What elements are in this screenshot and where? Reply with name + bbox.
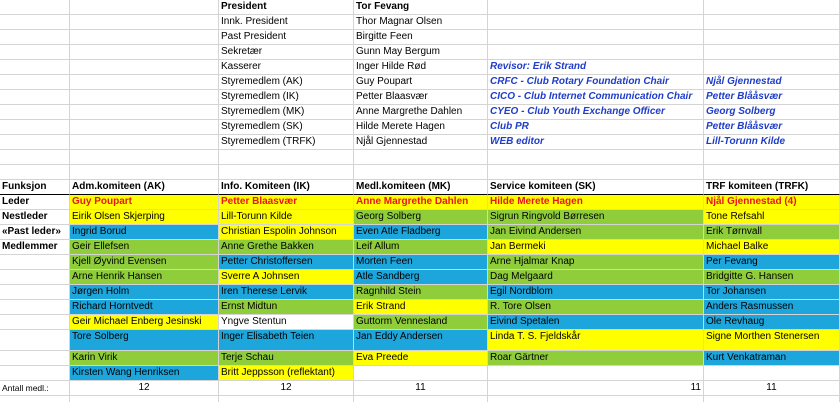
empty-cell[interactable] bbox=[0, 30, 70, 45]
function-label[interactable] bbox=[0, 315, 70, 330]
function-label[interactable] bbox=[0, 300, 70, 315]
member-cell[interactable]: Bridgitte G. Hansen bbox=[704, 270, 840, 285]
empty-cell[interactable] bbox=[488, 396, 704, 402]
member-cell[interactable]: Ragnhild Stein bbox=[354, 285, 488, 300]
member-cell[interactable]: Atle Sandberg bbox=[354, 270, 488, 285]
empty-cell[interactable] bbox=[219, 165, 354, 180]
side-role[interactable]: WEB editor bbox=[488, 135, 704, 150]
member-cell[interactable]: Richard Horntvedt bbox=[70, 300, 219, 315]
empty-cell[interactable] bbox=[488, 150, 704, 165]
empty-cell[interactable] bbox=[70, 45, 219, 60]
board-role[interactable]: Innk. President bbox=[219, 15, 354, 30]
board-name[interactable]: Petter Blaasvær bbox=[354, 90, 488, 105]
member-cell[interactable]: Guy Poupart bbox=[70, 195, 219, 210]
board-name[interactable]: Inger Hilde Rød bbox=[354, 60, 488, 75]
member-cell[interactable]: Leif Allum bbox=[354, 240, 488, 255]
empty-cell[interactable] bbox=[488, 30, 704, 45]
member-count[interactable]: 11 bbox=[704, 381, 840, 396]
member-cell[interactable]: Even Atle Fladberg bbox=[354, 225, 488, 240]
counts-label[interactable]: Antall medl.: bbox=[0, 381, 70, 396]
function-label[interactable] bbox=[0, 255, 70, 270]
empty-cell[interactable] bbox=[70, 165, 219, 180]
member-count[interactable]: 11 bbox=[354, 381, 488, 396]
member-cell[interactable]: Jan Eivind Andersen bbox=[488, 225, 704, 240]
empty-cell[interactable] bbox=[70, 90, 219, 105]
board-name[interactable]: Anne Margrethe Dahlen bbox=[354, 105, 488, 120]
empty-cell[interactable] bbox=[0, 165, 70, 180]
side-role-name[interactable]: Lill-Torunn Kilde bbox=[704, 135, 840, 150]
member-cell[interactable]: Per Fevang bbox=[704, 255, 840, 270]
member-cell[interactable]: Linda T. S. Fjeldskår bbox=[488, 330, 704, 351]
side-role-name[interactable]: Georg Solberg bbox=[704, 105, 840, 120]
committee-header[interactable]: Adm.komiteen (AK) bbox=[70, 180, 219, 195]
committee-header[interactable]: TRF komiteen (TRFK) bbox=[704, 180, 840, 195]
board-role[interactable]: Styremedlem (MK) bbox=[219, 105, 354, 120]
empty-cell[interactable] bbox=[0, 45, 70, 60]
empty-cell[interactable] bbox=[704, 165, 840, 180]
empty-cell[interactable] bbox=[70, 30, 219, 45]
empty-cell[interactable] bbox=[0, 0, 70, 15]
member-cell[interactable]: Anne Margrethe Dahlen bbox=[354, 195, 488, 210]
function-label[interactable] bbox=[0, 330, 70, 351]
member-cell[interactable] bbox=[488, 366, 704, 381]
member-cell[interactable]: Inger Elisabeth Teien bbox=[219, 330, 354, 351]
side-role-name[interactable]: Petter Blååsvær bbox=[704, 90, 840, 105]
empty-cell[interactable] bbox=[70, 15, 219, 30]
member-cell[interactable]: Yngve Stentun bbox=[219, 315, 354, 330]
side-role[interactable]: CICO - Club Internet Communication Chair bbox=[488, 90, 704, 105]
member-cell[interactable]: Lill-Torunn Kilde bbox=[219, 210, 354, 225]
empty-cell[interactable] bbox=[704, 396, 840, 402]
empty-cell[interactable] bbox=[70, 75, 219, 90]
member-cell[interactable]: R. Tore Olsen bbox=[488, 300, 704, 315]
empty-cell[interactable] bbox=[0, 105, 70, 120]
committee-header[interactable]: Service komiteen (SK) bbox=[488, 180, 704, 195]
empty-cell[interactable] bbox=[0, 150, 70, 165]
empty-cell[interactable] bbox=[0, 396, 70, 402]
empty-cell[interactable] bbox=[219, 396, 354, 402]
empty-cell[interactable] bbox=[354, 165, 488, 180]
empty-cell[interactable] bbox=[219, 150, 354, 165]
empty-cell[interactable] bbox=[0, 60, 70, 75]
board-role[interactable]: Styremedlem (AK) bbox=[219, 75, 354, 90]
member-cell[interactable]: Tor Johansen bbox=[704, 285, 840, 300]
empty-cell[interactable] bbox=[70, 120, 219, 135]
function-label[interactable] bbox=[0, 366, 70, 381]
member-count[interactable]: 11 bbox=[488, 381, 704, 396]
member-count[interactable]: 12 bbox=[70, 381, 219, 396]
member-cell[interactable]: Sigrun Ringvold Børresen bbox=[488, 210, 704, 225]
board-name[interactable]: Birgitte Feen bbox=[354, 30, 488, 45]
member-cell[interactable]: Arne Henrik Hansen bbox=[70, 270, 219, 285]
empty-cell[interactable] bbox=[70, 396, 219, 402]
member-cell[interactable]: Arne Hjalmar Knap bbox=[488, 255, 704, 270]
board-name[interactable]: Njål Gjennestad bbox=[354, 135, 488, 150]
board-role[interactable]: Styremedlem (TRFK) bbox=[219, 135, 354, 150]
function-label[interactable]: Nestleder bbox=[0, 210, 70, 225]
member-cell[interactable] bbox=[704, 366, 840, 381]
empty-cell[interactable] bbox=[0, 90, 70, 105]
member-cell[interactable]: Roar Gärtner bbox=[488, 351, 704, 366]
board-role[interactable]: Past President bbox=[219, 30, 354, 45]
board-header-name[interactable]: Tor Fevang bbox=[354, 0, 488, 15]
member-cell[interactable]: Eirik Olsen Skjerping bbox=[70, 210, 219, 225]
member-cell[interactable]: Njål Gjennestad (4) bbox=[704, 195, 840, 210]
empty-cell[interactable] bbox=[70, 135, 219, 150]
empty-cell[interactable] bbox=[0, 135, 70, 150]
member-cell[interactable]: Kirsten Wang Henriksen bbox=[70, 366, 219, 381]
empty-cell[interactable] bbox=[488, 15, 704, 30]
member-cell[interactable]: Anne Grethe Bakken bbox=[219, 240, 354, 255]
function-label[interactable]: Medlemmer bbox=[0, 240, 70, 255]
board-role[interactable]: Styremedlem (IK) bbox=[219, 90, 354, 105]
member-cell[interactable]: Erik Tørnvall bbox=[704, 225, 840, 240]
member-cell[interactable]: Signe Morthen Stenersen bbox=[704, 330, 840, 351]
empty-cell[interactable] bbox=[70, 60, 219, 75]
empty-cell[interactable] bbox=[70, 150, 219, 165]
member-cell[interactable]: Geir Ellefsen bbox=[70, 240, 219, 255]
member-cell[interactable]: Morten Feen bbox=[354, 255, 488, 270]
empty-cell[interactable] bbox=[704, 30, 840, 45]
empty-cell[interactable] bbox=[0, 15, 70, 30]
function-label[interactable] bbox=[0, 351, 70, 366]
member-cell[interactable]: Dag Melgaard bbox=[488, 270, 704, 285]
member-cell[interactable]: Iren Therese Lervik bbox=[219, 285, 354, 300]
board-name[interactable]: Hilde Merete Hagen bbox=[354, 120, 488, 135]
empty-cell[interactable] bbox=[354, 396, 488, 402]
member-cell[interactable]: Anders Rasmussen bbox=[704, 300, 840, 315]
empty-cell[interactable] bbox=[704, 0, 840, 15]
board-header-role[interactable]: President bbox=[219, 0, 354, 15]
member-cell[interactable]: Hilde Merete Hagen bbox=[488, 195, 704, 210]
empty-cell[interactable] bbox=[704, 150, 840, 165]
member-cell[interactable]: Egil Nordblom bbox=[488, 285, 704, 300]
function-label[interactable]: Leder bbox=[0, 195, 70, 210]
member-cell[interactable]: Georg Solberg bbox=[354, 210, 488, 225]
member-cell[interactable]: Sverre A Johnsen bbox=[219, 270, 354, 285]
member-cell[interactable]: Tone Refsahl bbox=[704, 210, 840, 225]
function-label[interactable]: «Past leder» bbox=[0, 225, 70, 240]
side-role[interactable]: Revisor: Erik Strand bbox=[488, 60, 704, 75]
empty-cell[interactable] bbox=[704, 45, 840, 60]
side-role-name[interactable]: Petter Blååsvær bbox=[704, 120, 840, 135]
member-cell[interactable]: Erik Strand bbox=[354, 300, 488, 315]
empty-cell[interactable] bbox=[488, 0, 704, 15]
member-cell[interactable]: Terje Schau bbox=[219, 351, 354, 366]
board-role[interactable]: Kasserer bbox=[219, 60, 354, 75]
member-cell[interactable]: Ole Revhaug bbox=[704, 315, 840, 330]
board-role[interactable]: Sekretær bbox=[219, 45, 354, 60]
empty-cell[interactable] bbox=[354, 150, 488, 165]
board-name[interactable]: Thor Magnar Olsen bbox=[354, 15, 488, 30]
committee-header[interactable]: Info. Komiteen (IK) bbox=[219, 180, 354, 195]
member-cell[interactable]: Kjell Øyvind Evensen bbox=[70, 255, 219, 270]
empty-cell[interactable] bbox=[70, 0, 219, 15]
function-label[interactable] bbox=[0, 285, 70, 300]
empty-cell[interactable] bbox=[488, 165, 704, 180]
board-name[interactable]: Gunn May Bergum bbox=[354, 45, 488, 60]
side-role[interactable]: CRFC - Club Rotary Foundation Chair bbox=[488, 75, 704, 90]
member-cell[interactable]: Jan Bermeki bbox=[488, 240, 704, 255]
board-name[interactable]: Guy Poupart bbox=[354, 75, 488, 90]
member-cell[interactable]: Tore Solberg bbox=[70, 330, 219, 351]
empty-cell[interactable] bbox=[488, 45, 704, 60]
empty-cell[interactable] bbox=[0, 75, 70, 90]
member-cell[interactable]: Britt Jeppsson (reflektant) bbox=[219, 366, 354, 381]
member-cell[interactable]: Geir Michael Enberg Jesinski bbox=[70, 315, 219, 330]
committee-header[interactable]: Medl.komiteen (MK) bbox=[354, 180, 488, 195]
empty-cell[interactable] bbox=[704, 15, 840, 30]
side-role-name[interactable] bbox=[704, 60, 840, 75]
member-cell[interactable]: Eva Preede bbox=[354, 351, 488, 366]
member-cell[interactable]: Christian Espolin Johnson bbox=[219, 225, 354, 240]
empty-cell[interactable] bbox=[70, 105, 219, 120]
member-cell[interactable]: Jan Eddy Andersen bbox=[354, 330, 488, 351]
side-role[interactable]: Club PR bbox=[488, 120, 704, 135]
member-cell[interactable]: Guttorm Vennesland bbox=[354, 315, 488, 330]
side-role[interactable]: CYEO - Club Youth Exchange Officer bbox=[488, 105, 704, 120]
committee-header[interactable]: Funksjon bbox=[0, 180, 70, 195]
member-count[interactable]: 12 bbox=[219, 381, 354, 396]
empty-cell[interactable] bbox=[0, 120, 70, 135]
member-cell[interactable]: Karin Virik bbox=[70, 351, 219, 366]
member-cell[interactable]: Petter Blaasvær bbox=[219, 195, 354, 210]
member-cell[interactable]: Eivind Spetalen bbox=[488, 315, 704, 330]
member-cell[interactable]: Michael Balke bbox=[704, 240, 840, 255]
member-cell[interactable] bbox=[354, 366, 488, 381]
member-cell[interactable]: Petter Christoffersen bbox=[219, 255, 354, 270]
member-cell[interactable]: Kurt Venkatraman bbox=[704, 351, 840, 366]
member-cell[interactable]: Ernst Midtun bbox=[219, 300, 354, 315]
function-label[interactable] bbox=[0, 270, 70, 285]
member-cell[interactable]: Ingrid Borud bbox=[70, 225, 219, 240]
board-role[interactable]: Styremedlem (SK) bbox=[219, 120, 354, 135]
member-cell[interactable]: Jørgen Holm bbox=[70, 285, 219, 300]
side-role-name[interactable]: Njål Gjennestad bbox=[704, 75, 840, 90]
